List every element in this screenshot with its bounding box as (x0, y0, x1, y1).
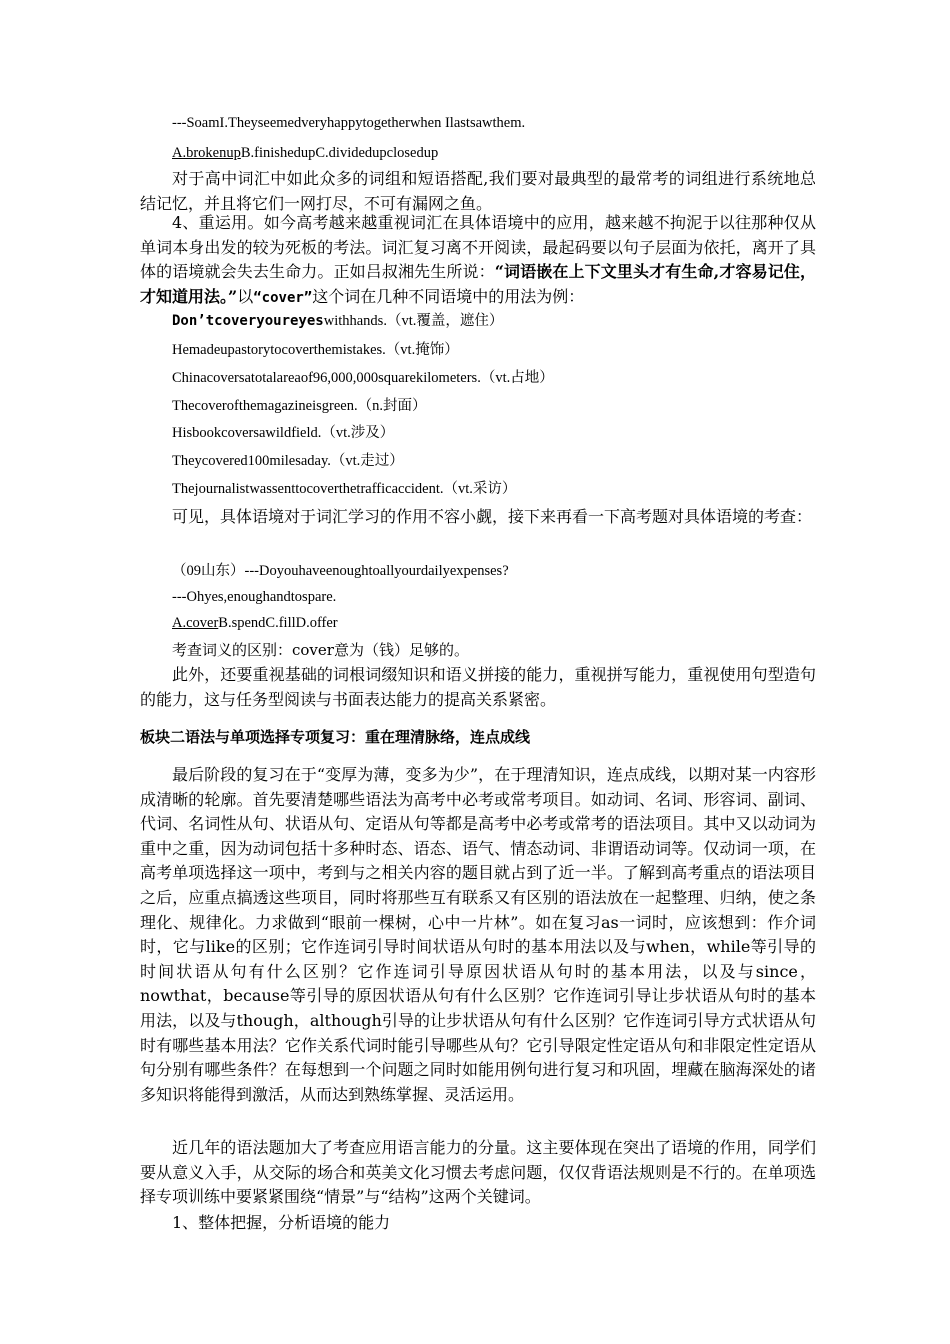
options-line (172, 143, 438, 163)
explanation-line: 考查词义的区别：cover意为（钱）足够的。 (172, 641, 469, 659)
usage-text-3: 这个词在几种不同语境中的用法为例： (312, 286, 585, 306)
example-line: Theycovered100milesaday.（vt.走过） (172, 453, 404, 469)
answer-option: A.brokenup (172, 145, 241, 161)
example-line: Hemadeupastorytocoverthemistakes.（vt.掩饰） (172, 342, 459, 358)
question-line: （09山东）---Doyouhaveenoughtoallyourdailyexpenses? (172, 563, 509, 579)
section-heading: 板块二语法与单项选择专项复习：重在理清脉络，连点成线 (140, 728, 531, 746)
example-line: Chinacoversatotalareaof96,000,000squarekilometers.（vt.占地） (172, 370, 554, 386)
options-line (172, 613, 338, 633)
example-rest: withhands.（vt.覆盖，遮住） (323, 313, 504, 329)
example-line: Hisbookcoversawildfield.（vt.涉及） (172, 425, 395, 441)
paragraph-point: 1、整体把握，分析语境的能力 (172, 1213, 391, 1232)
quote-text: “词语嵌在上下文里头才有生命,才容易记住，才知道用法。” (140, 262, 816, 306)
example-line (172, 311, 503, 331)
dialogue-line: ---SoamI.Theyseemedveryhappytogetherwhen Ilastsawthem. (172, 115, 526, 131)
paragraph-context: 可见，具体语境对于词汇学习的作用不容小觑，接下来再看一下高考题对具体语境的考查： (172, 507, 813, 526)
paragraph-recent: 近几年的语法题加大了考查应用语言能力的分量。这主要体现在突出了语境的作用，同学们要从意义入手，从交际的场合和英美文化习惯去考虑问题，仅仅背语法规则是不行的。在单项选择专项训练中要紧紧围绕“情景”与“结构”这两个关键词。 (140, 1138, 816, 1207)
example-line: Thejournalistwassenttocoverthetrafficaccident.（vt.采访） (172, 481, 517, 497)
paragraph-roots: 此外，还要重视基础的词根词缀知识和语义拼接的能力，重视拼写能力，重视使用句型造句的能力，这与任务型阅读与书面表达能力的提高关系紧密。 (140, 665, 816, 709)
paragraph-phrases: 对于高中词汇中如此众多的词组和短语搭配,我们要对最典型的最常考的词组进行系统地总结记忆，并且将它们一网打尽，不可有漏网之鱼。 (140, 169, 816, 213)
answer-line: ---Ohyes,enoughandtospare. (172, 589, 337, 605)
example-line: Thecoverofthemagazineisgreen.（n.封面） (172, 398, 427, 414)
other-options: B.finishedupC.dividedupclosedup (240, 145, 439, 161)
usage-text-2: 以 (237, 286, 254, 306)
paragraph-grammar: 最后阶段的复习在于“变厚为薄，变多为少”，在于理清知识，连点成线，以期对某一内容形成清晰的轮廓。首先要清楚哪些语法为高考中必考或常考项目。如动词、名词、形容词、副词、代词、名词性从句、状语从句、定语从句等都是高考中必考或常考的语法项目。其中又以动词为重中之重，因为动词包括十多种时态、语态、语气、情态动词、非谓语动词等。仅动词一项，在高考单项选择这一项中，考到与之相关内容的题目就占到了近一半。了解到高考重点的语法项目之后，应重点搞透这些项目，同时将那些互有联系又有区别的语法放在一起整理、归纳，使之条理化、规律化。力求做到“眼前一棵树，心中一片林”。如在复习as一词时，应该想到：作介词时，它与like的区别；它作连词引导时间状语从句时的基本用法以及与when，while等引导的时间状语从句有什么区别？它作连词引导原因状语从句时的基本用法，以及与since，nowthat，because等引导的原因状语从句有什么区别？它作连词引导让步状语从句时的基本用法，以及与though，although引导的让步状语从句有什么区别？它作连词引导方式状语从句时有哪些基本用法？它作关系代词时能引导哪些从句？它引导限定性定语从句和非限定性定语从句分别有哪些条件？在每想到一个问题之同时如能用例句进行复习和巩固，埋藏在脑海深处的诸多知识将能得到激活，从而达到熟练掌握、灵活运用。 (140, 765, 816, 1104)
example-bold: Don’tcoveryoureyes (172, 313, 324, 329)
answer-option: A.cover (172, 615, 219, 631)
cover-word: “cover” (253, 289, 313, 306)
paragraph-usage (140, 211, 816, 310)
usage-text: 4、重运用。如今高考越来越重视词汇在具体语境中的应用，越来越不拘泥于以往那种仅从单词本身出发的较为死板的考法。词汇复习离不开阅读，最起码要以句子层面为依托，离开了具体的语境就会失去生命力。正如吕叔湘先生所说： (140, 213, 816, 282)
other-options: B.spendC.fillD.offer (218, 615, 338, 631)
